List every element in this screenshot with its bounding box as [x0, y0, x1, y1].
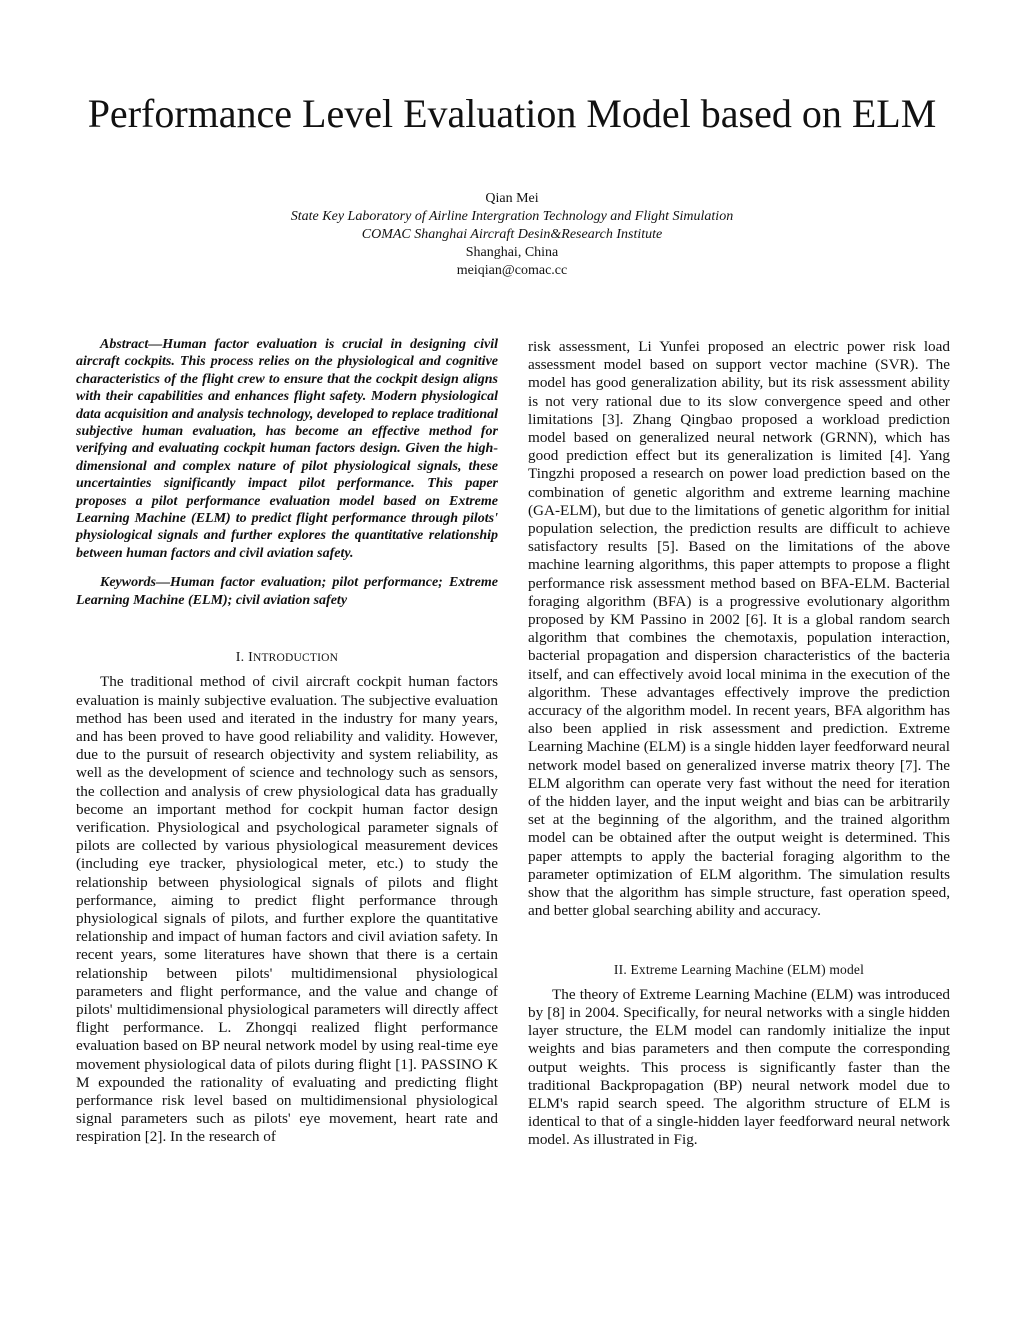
section-2-paragraph: The theory of Extreme Learning Machine (ELM) was introduced by [8] in 2004. Specifically, for neural networks with a single hidden layer structure, the ELM model can randomly initialize the input weights and bias parameters and then compute the corresponding output weights. This process is significantly faster than the traditional Backpropagation (BP) neural network model due to ELM's rapid search speed. The algorithm structure of ELM is identical to that of a single-hidden layer feedforward neural network model. As illustrated in Fig.: [528, 985, 950, 1149]
section-1-initial: I: [248, 650, 253, 666]
paper-title: Performance Level Evaluation Model based on ELM: [87, 91, 937, 136]
abstract: Abstract—Human factor evaluation is crucial in designing civil aircraft cockpits. This process relies on the physiological and cognitive characteristics of the flight crew to ensure that the cockpit design aligns with their capabilities and enhances flight safety. Modern physiological data acquisition and analysis technology, developed to replace traditional subjective human evaluation, has become an effective method for verifying and evaluating cockpit human factors design. Given the high-dimensional and complex nature of pilot physiological signals, these uncertainties significantly impact pilot performance. This paper proposes a pilot performance evaluation model based on Extreme Learning Machine (ELM) to predict flight performance through pilots' physiological signals and further explores the quantitative relationship between human factors and civil aviation safety.: [76, 337, 498, 561]
section-2-heading: [528, 961, 950, 980]
section-1-paragraph-right: risk assessment, Li Yunfei proposed an electric power risk load assessment model based on support vector machine (SVR). The model has good generalization ability, but its risk assessment ability is not very rational due to its slow convergence speed and other limitations [3]. Zhang Qingbao proposed a workload prediction model based on generalized neural network (GRNN), which has good prediction effect but its generalization is limited [4]. Yang Tingzhi proposed a research on power load prediction based on the combination of genetic algorithm and extreme learning machine (GA-ELM), but due to the limitations of genetic algorithm for initial population selection, the prediction results are difficult to achieve satisfactory results [5]. Based on the limitations of the above machine learning algorithms, this paper attempts to propose a flight performance risk assessment method based on BFA-ELM. Bacterial foraging algorithm (BFA) is a progressive evolutionary algorithm proposed by KM Passino in 2002 [6]. It is a global random search algorithm that combines the chemotaxis, population interaction, bacterial propagation and dispersion characteristics of the bacteria itself, and can effectively avoid local minima in the execution of the algorithm. These advantages effectively improve the prediction accuracy of the algorithm model. In recent years, BFA algorithm has also been applied in risk assessment and prediction. Extreme Learning Machine (ELM) is a single hidden layer feedforward neural network model based on generalized inverse matrix theory [7]. The ELM algorithm can operate very fast without the need for iteration of the hidden layer, and the input weight and bias can be arbitrarily set at the beginning of the algorithm, and the trained algorithm model can be obtained after the output weight is determined. This paper attempts to apply the bacterial foraging algorithm to the parameter optimization of ELM algorithm. The simulation results show that the algorithm has simple structure, fast operation speed, and better global searching ability and accuracy.: [528, 338, 950, 920]
keywords: Keywords—Human factor evaluation; pilot performance; Extreme Learning Machine (ELM); civil aviation safety: [76, 575, 498, 608]
section-1-title-rest: NTRODUCTION: [252, 652, 339, 665]
author-location: Shanghai, China: [465, 245, 559, 260]
author-affiliation-1: State Key Laboratory of Airline Intergration Technology and Flight Simulation: [290, 209, 734, 224]
author-name: Qian Mei: [485, 191, 539, 206]
left-column: [76, 336, 498, 1147]
author-affiliation-2: COMAC Shanghai Aircraft Desin&Research Institute: [361, 227, 663, 242]
section-1-heading: [76, 649, 498, 667]
author-block: [0, 190, 1024, 280]
section-1-paragraph-left: The traditional method of civil aircraft cockpit human factors evaluation is mainly subjective evaluation. The subjective evaluation method has been used and iterated in the industry for many years, and has been proved to have good reliability and validity. However, due to the pursuit of research objectivity and system reliability, as well as the development of science and technology such as sensors, the collection and analysis of crew physiological data has gradually become an important method for cockpit human factor design verification. Physiological and psychological parameter signals of pilots are collected by various physiological measurement devices (including eye tracker, physiological meter, etc.) to study the relationship between physiological signals of pilots and flight performance, aiming to predict flight performance through physiological signals of pilots, and further explore the quantitative relationship and impact of human factors and civil aviation safety. In recent years, some literatures have shown that there is a certain relationship between pilots' multidimensional physiological parameters and flight performance, and the value and change of pilots' multidimensional physiological parameters will directly affect flight performance. L. Zhongqi realized flight performance evaluation based on BP neural network model by using real-time eye movement physiological data of pilots during flight [1]. PASSINO K M expounded the rationality of evaluating and predicting flight performance risk level based on multidimensional physiological signal parameters such as pilots' eye movement, heart rate and respiration [2]. In the research of: [76, 673, 498, 1146]
right-column: [528, 338, 950, 1150]
section-1-numeral: I.: [235, 650, 245, 666]
section-2-title: II. Extreme Learning Machine (ELM) model: [613, 961, 865, 977]
author-email: meiqian@comac.cc: [456, 263, 568, 278]
